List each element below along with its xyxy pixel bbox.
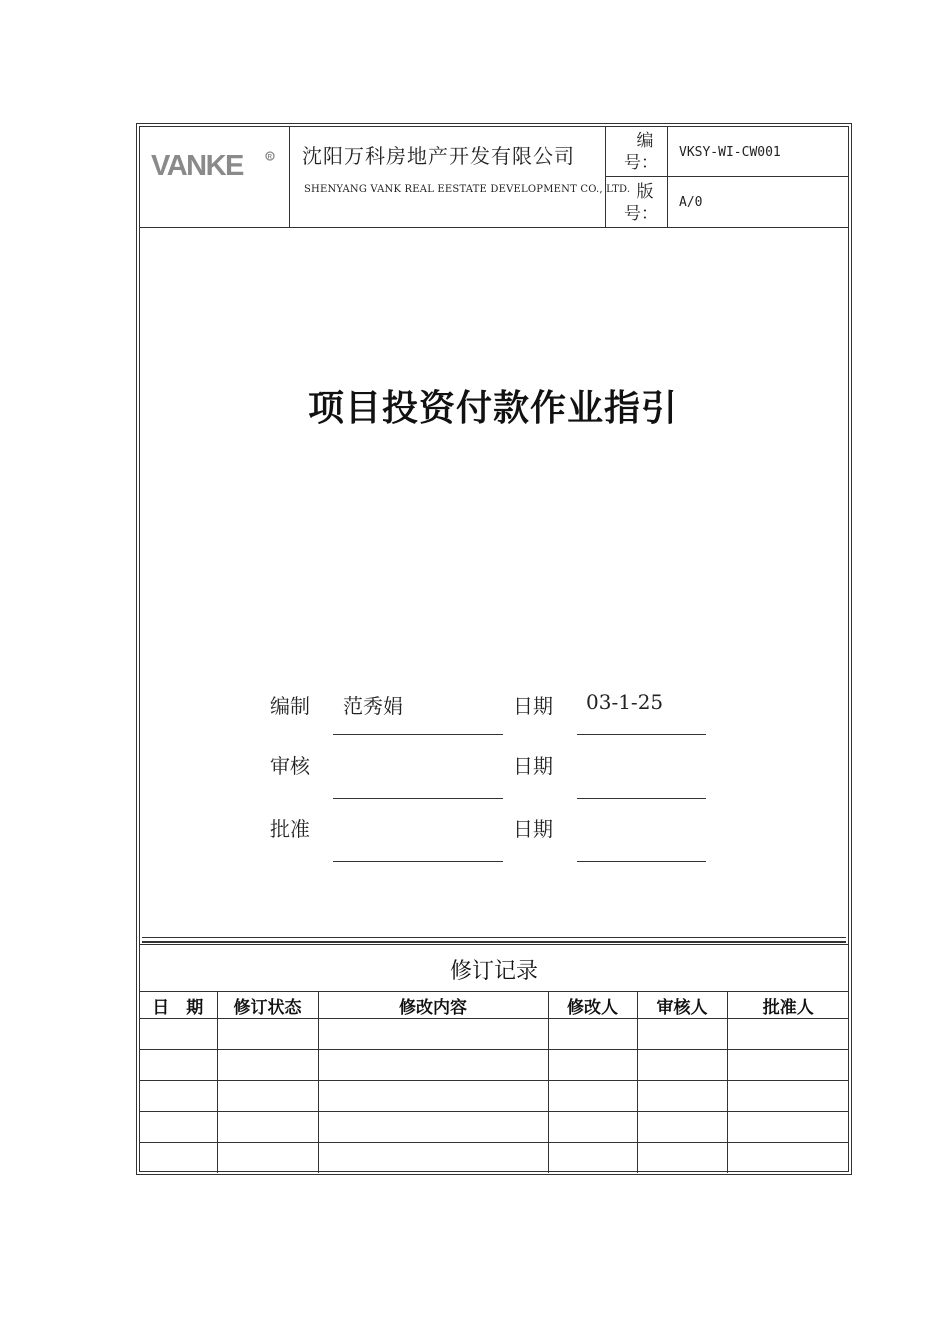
prepared-date-underline xyxy=(577,734,706,735)
header-divider-logo xyxy=(289,126,290,227)
revision-title: 修订记录 xyxy=(449,959,538,984)
approved-date-underline xyxy=(577,861,706,862)
company-name-english: SHENYANG VANK REAL EESTATE DEVELOPMENT CO., LTD. xyxy=(304,184,631,195)
header-bottom-rule xyxy=(139,227,849,228)
prepared-date-label: 日期 xyxy=(513,694,553,718)
company-name-chinese: 沈阳万科房地产开发有限公司 xyxy=(302,144,575,168)
version-value: A/0 xyxy=(679,195,703,210)
revision-table-header xyxy=(139,992,849,1019)
revision-separator-thin xyxy=(142,937,846,938)
table-row xyxy=(139,1081,849,1112)
revision-title-top-rule xyxy=(139,944,849,945)
reviewed-date-underline xyxy=(577,798,706,799)
logo-wordmark: VANKE xyxy=(151,150,243,182)
table-row xyxy=(139,1050,849,1081)
version-label: 版 号： xyxy=(624,182,658,224)
table-row xyxy=(139,1143,849,1174)
col-change-content: 修改内容 xyxy=(318,992,548,1019)
reviewed-label: 审核 xyxy=(270,754,310,778)
reviewed-date-label: 日期 xyxy=(513,754,553,778)
vanke-logo xyxy=(150,146,280,186)
header-divider-meta-row xyxy=(605,176,849,177)
prepared-label: 编制 xyxy=(270,694,310,718)
col-revision-status: 修订状态 xyxy=(217,992,318,1019)
prepared-by-value: 范秀娟 xyxy=(343,694,403,718)
col-modified-by: 修改人 xyxy=(548,992,637,1019)
approved-by-underline xyxy=(333,861,503,862)
approved-label: 批准 xyxy=(270,817,310,841)
svg-text:R: R xyxy=(267,154,272,161)
doc-number-value: VKSY-WI-CW001 xyxy=(679,145,781,160)
table-row xyxy=(139,1112,849,1143)
col-date: 日 期 xyxy=(139,992,217,1019)
revision-separator-thick xyxy=(142,941,846,943)
doc-number-label: 编 号： xyxy=(624,131,658,173)
col-reviewed-by: 审核人 xyxy=(637,992,727,1019)
revision-table xyxy=(139,991,849,1173)
reviewed-by-underline xyxy=(333,798,503,799)
col-approved-by: 批准人 xyxy=(727,992,849,1019)
approved-date-label: 日期 xyxy=(513,817,553,841)
prepared-by-underline xyxy=(333,734,503,735)
document-title: 项目投资付款作业指引 xyxy=(307,388,678,429)
table-row xyxy=(139,1019,849,1050)
prepared-date-value: 03-1-25 xyxy=(586,690,664,714)
